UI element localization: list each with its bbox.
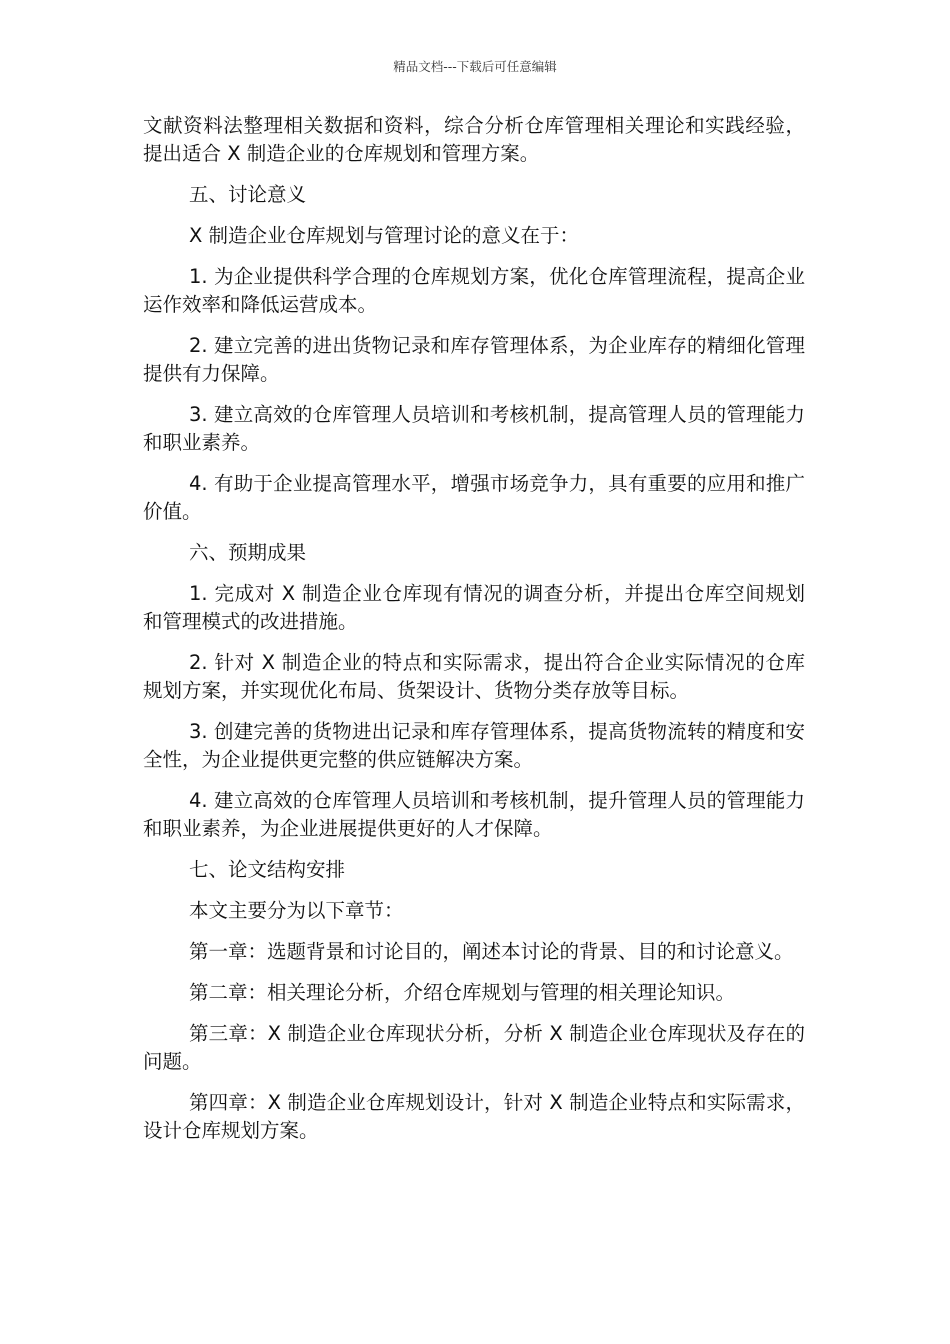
section-heading-expected-results: 六、预期成果	[189, 541, 307, 564]
section-heading-structure: 七、论文结构安排	[189, 858, 346, 881]
paragraph-structure-intro: 本文主要分为以下章节：	[189, 899, 404, 922]
list-item-results-2: 2. 针对 X 制造企业的特点和实际需求，提出符合企业实际情况的仓库规划方案，并实现优化布局、货架设计、货物分类存放等目标。	[143, 651, 805, 702]
section-heading-significance: 五、讨论意义	[189, 183, 307, 206]
chapter-item-3: 第三章：X 制造企业仓库现状分析，分析 X 制造企业仓库现状及存在的问题。	[143, 1022, 805, 1073]
chapter-item-4: 第四章：X 制造企业仓库规划设计，针对 X 制造企业特点和实际需求，设计仓库规划方案。	[143, 1091, 805, 1142]
list-item-results-1: 1. 完成对 X 制造企业仓库现有情况的调查分析，并提出仓库空间规划和管理模式的改进措施。	[143, 582, 805, 633]
list-item-results-3: 3. 创建完善的货物进出记录和库存管理体系，提高货物流转的精度和安全性，为企业提供更完整的供应链解决方案。	[143, 720, 805, 771]
list-item-results-4: 4. 建立高效的仓库管理人员培训和考核机制，提升管理人员的管理能力和职业素养，为企业进展提供更好的人才保障。	[143, 789, 805, 840]
list-item-significance-3: 3. 建立高效的仓库管理人员培训和考核机制，提高管理人员的管理能力和职业素养。	[143, 403, 805, 454]
chapter-item-1: 第一章：选题背景和讨论目的，阐述本讨论的背景、目的和讨论意义。	[189, 940, 794, 963]
chapter-item-2: 第二章：相关理论分析，介绍仓库规划与管理的相关理论知识。	[189, 981, 736, 1004]
list-item-significance-2: 2. 建立完善的进出货物记录和库存管理体系，为企业库存的精细化管理提供有力保障。	[143, 334, 805, 385]
list-item-significance-4: 4. 有助于企业提高管理水平，增强市场竞争力，具有重要的应用和推广价值。	[143, 472, 805, 523]
paragraph-significance-intro: X 制造企业仓库规划与管理讨论的意义在于：	[189, 224, 580, 247]
document-body	[143, 112, 805, 1145]
paragraph-methodology-continued: 文献资料法整理相关数据和资料，综合分析仓库管理相关理论和实践经验，提出适合 X 制造企业的仓库规划和管理方案。	[143, 114, 805, 165]
list-item-significance-1: 1. 为企业提供科学合理的仓库规划方案，优化仓库管理流程，提高企业运作效率和降低运营成本。	[143, 265, 805, 316]
page-header: 精品文档---下载后可任意编辑	[393, 59, 557, 74]
